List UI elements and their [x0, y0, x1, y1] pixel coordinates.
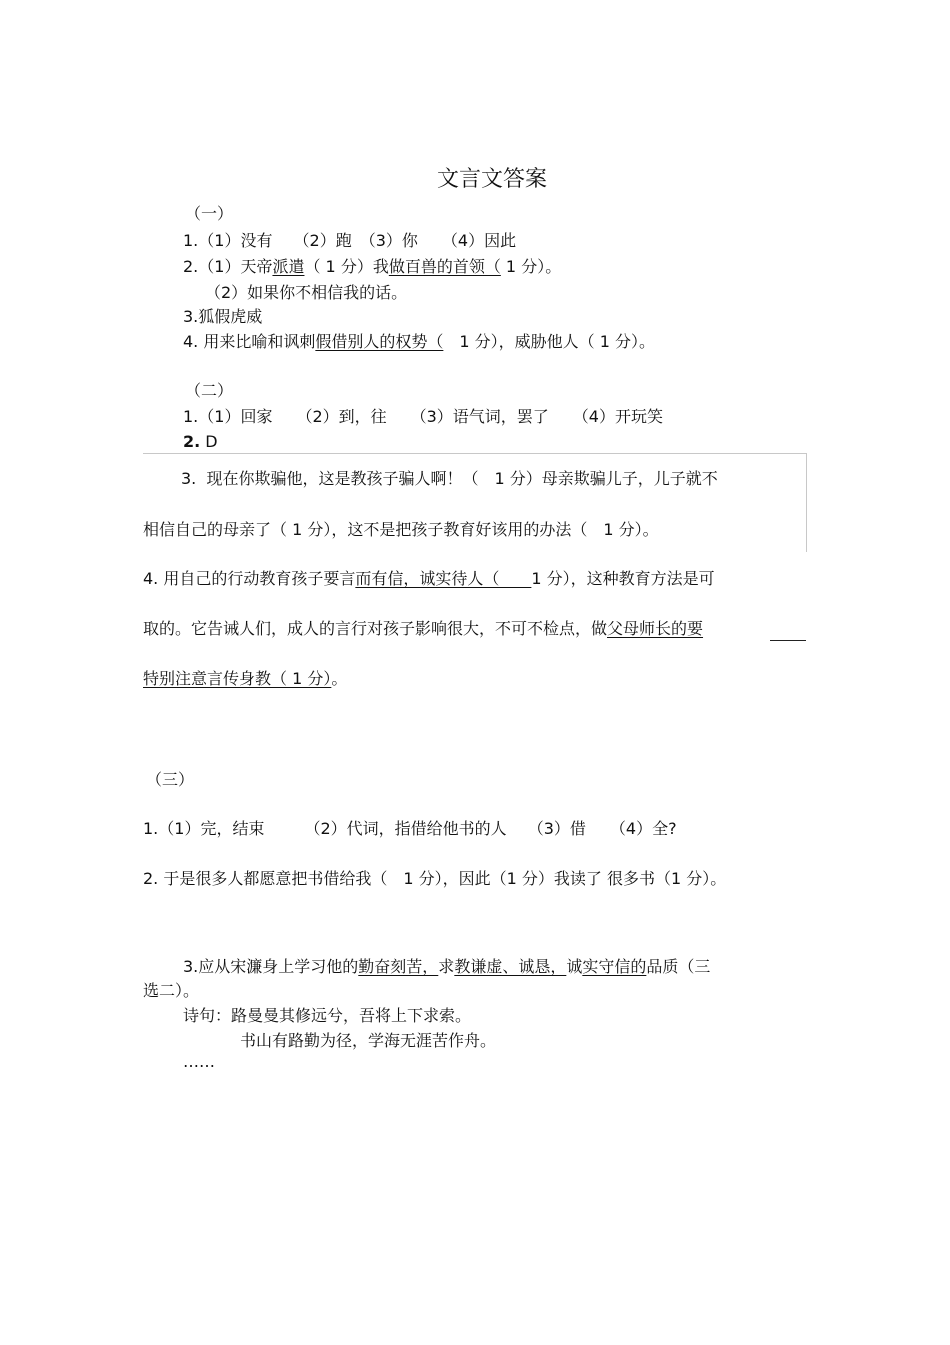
s1-answer-3: 3.狐假虎威 — [183, 307, 263, 326]
s2-a4a-part-c: 1 分），这种教育方法是可 — [531, 569, 715, 588]
s2-a4a-part-b: 而有信，诚实待人（ — [355, 569, 532, 588]
s3-a3-part-c: 求 — [438, 957, 455, 976]
s1-a4-part-a: 4. 用来比喻和讽刺 — [183, 332, 316, 351]
s3-a3-part-g: 品质（三 — [646, 957, 711, 976]
page-title: 文言文答案 — [437, 167, 548, 192]
s1-a2-part-a: 2.（1）天帝 — [183, 257, 273, 276]
s2-answer-4c — [143, 669, 347, 689]
s1-answer-2 — [183, 257, 561, 277]
s3-poem-line-2: 书山有路勤为径，学海无涯苦作舟。 — [240, 1031, 497, 1050]
s2-a2-answer: D — [200, 432, 218, 451]
s1-a2-part-b: 派遣 — [272, 257, 305, 276]
s1-a2-part-c: （ 1 分）我 — [304, 257, 389, 276]
s2-answer-1: 1.（1）回家 （2）到，往 （3）语气词，罢了 （4）开玩笑 — [183, 407, 663, 426]
s1-a4-part-c: 1 分），威胁他人（ 1 分）。 — [443, 332, 655, 351]
section-1-heading: （一） — [185, 204, 234, 223]
s3-a3-part-b: 勤奋刻苦， — [358, 957, 439, 976]
s3-a3-part-f: 实守信的 — [582, 957, 647, 976]
s1-a2-part-d: 做百兽的首领（ — [388, 257, 501, 276]
s3-answer-3b: 选二）。 — [143, 981, 200, 1000]
underline-rule — [770, 640, 806, 641]
s2-a2-number: 2. — [183, 432, 201, 451]
s2-a4a-part-a: 4. 用自己的行动教育孩子要言 — [143, 569, 356, 588]
s2-a4c-part-a: 特别注意言传身教（ 1 分） — [143, 669, 332, 688]
s1-answer-4 — [183, 332, 655, 352]
section-3-heading: （三） — [146, 770, 195, 789]
s1-a2-part-e: 1 分）。 — [500, 257, 562, 276]
s2-answer-4a — [143, 569, 715, 589]
s3-answer-2: 2. 于是很多人都愿意把书借给我（ 1 分），因此（1 分）我读了 很多书（1 分）。 — [143, 869, 727, 888]
s1-answer-1: 1.（1）没有 （2）跑 （3）你 （4）因此 — [183, 231, 517, 250]
s2-answer-3a: 3. 现在你欺骗他，这是教孩子骗人啊！（ 1 分）母亲欺骗儿子，儿子就不 — [181, 469, 718, 488]
s2-a4b-part-b: 父母师长的要 — [607, 619, 704, 638]
s3-poem-line-1: 诗句：路曼曼其修远兮，吾将上下求索。 — [183, 1006, 472, 1025]
s2-answer-3b: 相信自己的母亲了（ 1 分），这不是把孩子教育好该用的办法（ 1 分）。 — [143, 520, 659, 539]
s3-ellipsis: …… — [183, 1052, 215, 1071]
s3-a3-part-e: 诚 — [566, 957, 583, 976]
s3-answer-1: 1.（1）完，结束 （2）代词，指借给他书的人 （3）借 （4）全? — [143, 819, 677, 838]
s1-answer-2b: （2）如果你不相信我的话。 — [205, 283, 408, 302]
s2-answer-4b — [143, 619, 703, 639]
s3-a3-part-a: 3.应从宋濂身上学习他的 — [183, 957, 359, 976]
s3-answer-3a — [183, 957, 710, 977]
s2-a4c-part-b: 。 — [331, 669, 348, 688]
section-2-heading: （二） — [185, 381, 234, 400]
s2-answer-2 — [183, 432, 218, 452]
s1-a4-part-b: 假借别人的权势（ — [315, 332, 444, 351]
s2-a4b-part-a: 取的。它告诫人们，成人的言行对孩子影响很大，不可不检点，做 — [143, 619, 608, 638]
s3-a3-part-d: 教谦虚、诚恳， — [454, 957, 567, 976]
